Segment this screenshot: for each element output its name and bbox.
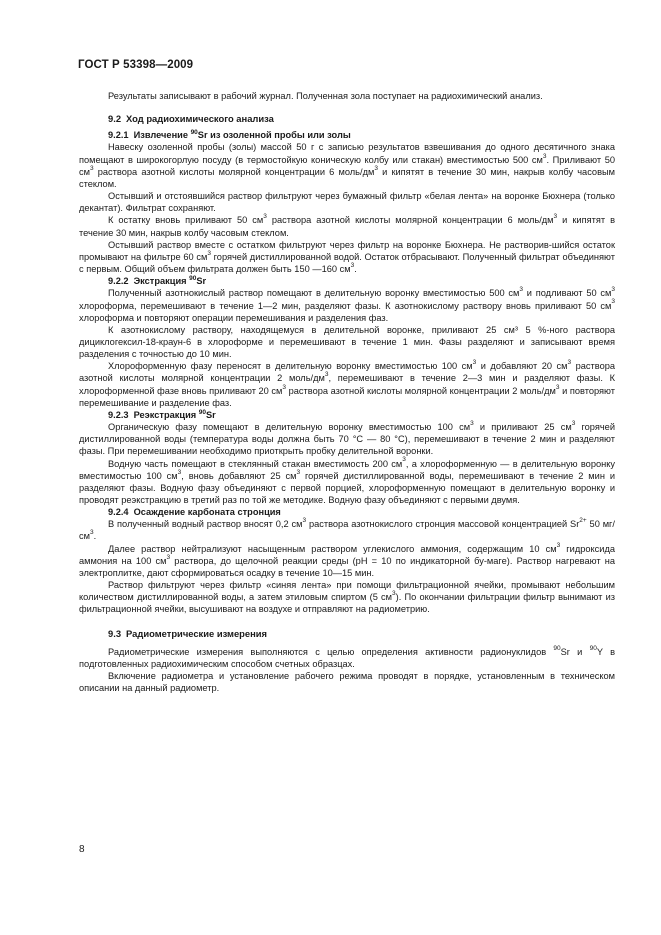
paragraph: Радиометрические измерения выполняются с целью определения активности радионуклидов $^{90}$Sr и $^{90}$Y в подготовленных радиохимическим способом счетных образцах.	[79, 644, 615, 669]
paragraph: Далее раствор нейтрализуют насыщенным раствором углекислого аммония, содержащим 10 $см^3$ гидроксида аммония на 100 $см^3$ раствора, до щелочной реакции среды (pH = 10 по индикаторной бу-маге). Раствор нагревают на электроплитке, дают сформироваться осадку в течение 10—15 мин.	[79, 541, 615, 578]
paragraph: К азотнокислому раствору, находящемуся в делительной воронке, приливают 25 см³ 5 %-ного раствора дициклогексил-18-краун-6 в хлороформе и перемешивают в течение 1 мин. Фазы разделяют и записывают время разделения с точностью до 10 мин.	[79, 324, 615, 360]
subsection-heading-9-2-3: 9.2.3 Реэкстракция $^{90}$Sr	[108, 408, 216, 420]
paragraph: Остывший раствор вместе с остатком фильтруют через фильтр на воронке Бюхнера. Не растворив-шийся остаток промывают на фильтре 60 $см^3$ горячей дистиллированной водой. Остаток отбрасывают. Полученный фильтрат объединяют с первым. Общий объем фильтрата должен быть 150 —160 $см^3$.	[79, 239, 615, 275]
paragraph: Включение радиометра и установление рабочего режима проводят в порядке, установленным в техническом описании на данный радиометр.	[79, 671, 615, 694]
paragraph: Водную часть помещают в стеклянный стакан вместимость 200 $см^3$, а хлороформенную — в делительную воронку вместимостью 100 $см^3$, вновь добавляют 25 $см^3$ горячей дистиллированной воды, перемешивают в течение 2 мин и разделяют фазы. Водную фазу объединяют с первой порцией, хлороформенную помещают в делительную воронку и проводят реэкстракцию в третий раз по той же методике. Водную фазу объединяют с первыми двумя.	[79, 456, 615, 505]
document-body	[79, 90, 615, 694]
paragraph: Навеску озоленной пробы (золы) массой 50 г с записью результатов взвешивания до одного десятичного знака помещают в широкогорлую посуду (в термостойкую коническую колбу или стакан) вместимостью 500 $см^3$. Приливают 50 $см^3$ раствора азотной кислоты молярной концентрации 6 моль/$дм^3$ и кипятят в течение 30 мин, накрыв колбу часовым стеклом.	[79, 142, 615, 189]
paragraph: Полученный азотнокислый раствор помещают в делительную воронку вместимостью 500 $см^3$ и подливают 50 $см^3$ хлороформа, перемешивают в течение 1—2 мин, разделяют фазы. К азотнокислому раствору вновь приливают 50 $см^3$ хлороформа и повторяют операции перемешивания и разделения фаз.	[79, 286, 616, 323]
section-heading-9-2: 9.2 Ход радиохимического анализа	[108, 113, 274, 125]
page-number: 8	[79, 844, 85, 855]
subsection-heading-9-2-2: 9.2.2 Экстракция $^{90}$Sr	[108, 275, 207, 287]
intro-paragraph: Результаты записывают в рабочий журнал. Полученная зола поступает на радиохимический анализ.	[108, 91, 543, 101]
paragraph: Раствор фильтруют через фильтр «синяя лента» при помощи фильтрационной ячейки, промывают небольшим количеством дистиллированной воды, а затем этиловым спиртом (5 $см^3$). По окончании фильтрации фильтр вынимают из фильтрационной ячейки, высушивают на воздухе и отправляют на радиометрию.	[79, 580, 615, 615]
paragraph: В полученный водный раствор вносят 0,2 $см^3$ раствора азотнокислого стронция массовой концентрацией $Sr^{2+}$ 50 $мг/см^3$.	[79, 517, 616, 542]
section-heading-9-3: 9.3 Радиометрические измерения	[108, 627, 268, 639]
paragraph: Хлороформенную фазу переносят в делительную воронку вместимостью 100 $см^3$ и добавляют 20 $см^3$ раствора азотной кислоты молярной концентрации 2 моль/$дм^3$, перемешивают в течение 2—3 мин и разделяют фазы. К хлороформенной фазе вновь приливают 20 $см^3$ раствора азотной кислоты молярной концентрации 2 моль/$дм^3$ и повторяют перемешивание и разделение фаз.	[79, 359, 616, 408]
standard-header: ГОСТ Р 53398—2009	[78, 59, 194, 71]
subsection-heading-9-2-1: 9.2.1 Извлечение $^{90}$Sr из озоленной пробы или золы	[108, 129, 351, 141]
paragraph: К остатку вновь приливают 50 $см^3$ раствора азотной кислоты молярной концентрации 6 моль/$дм^3$ и кипятят в течение 30 мин, накрыв колбу часовым стеклом.	[79, 213, 615, 238]
subsection-heading-9-2-4: 9.2.4 Осаждение карбоната стронция	[108, 507, 281, 518]
paragraph: Органическую фазу помещают в делительную воронку вместимостью 100 $см^3$ и приливают 25 $см^3$ горячей дистиллированной воды (температура воды должна быть 70 °С — 80 °С), перемешивают в течение 2 мин и разделяют фазы. При перемешивании необходимо приоткрыть пробку делительной воронки.	[79, 419, 615, 457]
paragraph: Остывший и отстоявшийся раствор фильтруют через бумажный фильтр «белая лента» на воронке Бюхнера (только декантат). Фильтрат сохраняют.	[79, 191, 615, 214]
